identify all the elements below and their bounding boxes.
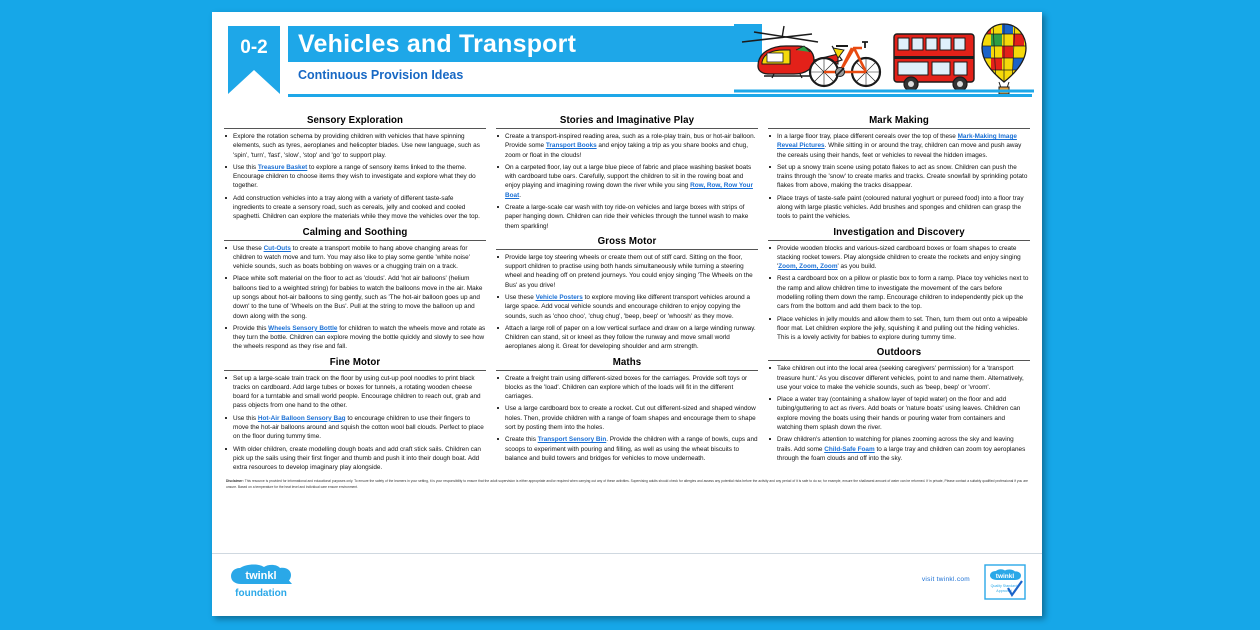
idea-list — [768, 132, 1030, 222]
idea-item — [496, 324, 758, 352]
section-divider — [496, 128, 758, 129]
idea-list — [224, 374, 486, 473]
idea-item — [224, 324, 486, 352]
idea-text: for children to watch the wheels move and rotate as they turn the bottle. Children can explore moving the bottle quickly and slowly to see how the wheels respond as they rise and fall. — [233, 324, 486, 351]
ideas-column — [224, 110, 486, 475]
idea-text: Create a freight train using different-sized boxes for the carriages. Provide soft toys or blocks as the 'load'. Children can explore which of the loads will fit in the different carriages. — [505, 374, 748, 401]
resource-link[interactable]: Cut-Outs — [263, 244, 291, 252]
resource-link[interactable]: Transport Books — [545, 142, 597, 150]
resource-link[interactable]: Row, Row, Row Your Boat — [505, 182, 753, 199]
idea-list — [768, 244, 1030, 343]
section-title: Investigation and Discovery — [833, 226, 965, 238]
idea-text: Provide large toy steering wheels or create them out of stiff card. Sitting on the floor, support children to practise using both hands simultaneously while turning a steering wheel and heading off on pretend journeys. You could enjoy singing 'The Wheels on the Bus' as you drive! — [505, 253, 753, 289]
section-title: Calming and Soothing — [302, 226, 408, 238]
page-footer — [212, 553, 1042, 616]
idea-text: Create a transport-inspired reading area, such as a role-play train, bus or hot-air balloon. Provide some — [505, 133, 756, 150]
section-divider — [496, 370, 758, 371]
twinkl-quality-badge — [984, 564, 1026, 600]
idea-item — [768, 435, 1030, 463]
idea-text: Explore the rotation schema by providing children with vehicles that have spinning elements, such as tyres, aeroplanes and helicopter blades. Use new language, such as 'spin', 'turn', 'fast', 'slow', 'stop' and 'go' to support play. — [233, 133, 480, 159]
idea-text: . Provide the children with a range of bowls, cups and scoops to experiment with pouring and filling, as well as using the wheat biscuits to balance and build towers and bridges for vehicles to move underneath. — [505, 436, 758, 462]
section-divider — [224, 128, 486, 129]
resource-link[interactable]: Transport Sensory Bin — [537, 436, 607, 444]
idea-text: Provide wooden blocks and various-sized cardboard boxes or foam shapes to create stacking rocket towers. Play alongside children to create the rockets and enjoy singing ' — [777, 244, 1021, 271]
section-title: Fine Motor — [329, 356, 381, 368]
idea-list — [496, 374, 758, 464]
resource-link[interactable]: Mark-Making Image Reveal Pictures — [777, 133, 1017, 150]
idea-item — [768, 194, 1030, 222]
idea-item — [768, 274, 1030, 311]
idea-list — [768, 364, 1030, 463]
resource-link[interactable]: Child-Safe Foam — [824, 445, 875, 453]
section-divider — [496, 249, 758, 250]
idea-item — [224, 163, 486, 191]
idea-text: On a carpeted floor, lay out a large blue piece of fabric and place washing basket boats with cardboard tube oars. Carefully, support the children to sit in the rowing boat and enjoy playing and imagining rowing down the river while you sing — [505, 163, 752, 190]
idea-item — [224, 132, 486, 160]
idea-text: Take children out into the local area (seeking caregivers' permission) for a 'transport treasure hunt.' As you discover different vehicles, point to and name them. Alternatively, use your voice to make the vehicle sounds, such as 'beep, beep' or 'vroom'. — [777, 365, 1024, 391]
idea-text: Draw children's attention to watching for planes zooming across the sky and leaving trails. Add some — [777, 436, 1014, 453]
idea-item — [496, 253, 758, 290]
disclaimer-text: This resource is provided for informational and educational purposes only. To ensure the safety of the learners in your setting, it is your responsibility to ensure that the adult supervision is either appropriate and/or required when carrying out any of these activities. Supervising adults should check for allergies and assess any potential risks before the activity and any period of it is safe to do so; for example, ensure the shallowest amount of water can be reformed. If in private, Please contact a suitably qualified professional if you are unsure. Based on a temperature for the heat level and individual care ensure environment. — [226, 479, 1028, 489]
idea-text: Rest a cardboard box on a pillow or plastic box to form a ramp. Place toy vehicles next to the ramp and allow children time to investigate the movement of the cars before modelling rolling them down the ramp. Encourage children to independently pick up the cars from the bottom and add them back to the top. — [777, 275, 1029, 311]
section-divider — [768, 128, 1030, 129]
disclaimer — [212, 475, 1042, 490]
header-illustrations — [734, 20, 1034, 94]
section-title: Gross Motor — [597, 235, 657, 247]
section-title: Maths — [612, 356, 642, 368]
idea-text: ' as you build. — [837, 263, 877, 271]
idea-text: to explore a range of sensory items linked to the theme. Encourage children to choose items they wish to investigate and explore what they do together. — [233, 163, 476, 190]
foundation-wordmark: foundation — [235, 588, 287, 599]
double-decker-bus-icon — [894, 34, 974, 91]
idea-text: Set up a large-scale train track on the floor by using cut-up pool noodles to print black tracks on cardboard. Add large tubes or boxes for tunnels, a rotating wooden cheese board for a turntable and small world people. Encourage children to reach out, grab and pass objects from one hand to the other. — [233, 374, 481, 410]
idea-item — [224, 194, 486, 222]
idea-text: to encourage children to use their fingers to move the hot-air balloons around and squish the cotton wool ball clouds. Perfect to place on the floor during tummy time. — [233, 414, 484, 441]
idea-text: Use these — [505, 293, 536, 301]
idea-text: Place a water tray (containing a shallow layer of tepid water) on the floor and add tubing/guttering to act as rivers. Add boats or 'nature boats' using leaves. Children can explore moving the boats using their hands or pouring water from containers and watching them splash down the river. — [777, 396, 1021, 432]
idea-item — [768, 163, 1030, 191]
resource-link[interactable]: Vehicle Posters — [535, 293, 583, 301]
ideas-column — [768, 110, 1030, 475]
bicycle-icon — [810, 42, 880, 86]
idea-text: In a large floor tray, place different cereals over the top of these — [777, 133, 958, 140]
idea-text: Provide this — [233, 324, 269, 332]
idea-text: With older children, create modelling dough boats and add craft stick sails. Children can pick up the sails using their first finger and thumb and push it into their dough boat. Add extra resources to develop imaginary play alongside. — [233, 445, 481, 472]
idea-text: Create this — [505, 436, 538, 444]
idea-text: Add construction vehicles into a tray along with a variety of different taste-safe ingredients to create a sensory road, such as cereals, jelly and cooked and cooled spaghetti. Children can explore the materials while they move the vehicles over the top. — [233, 194, 480, 221]
disclaimer-label: Disclaimer: — [226, 479, 244, 484]
idea-text: Use this — [233, 163, 258, 171]
worksheet-page — [212, 12, 1042, 616]
idea-text: . — [519, 191, 521, 199]
visit-link[interactable]: visit twinkl.com — [921, 576, 970, 583]
idea-text: and enjoy taking a trip as you share books and chug, zoom or float in the clouds! — [505, 142, 748, 159]
idea-item — [224, 244, 486, 272]
idea-item — [496, 435, 758, 463]
section-divider — [224, 370, 486, 371]
twinkl-foundation-logo[interactable] — [230, 564, 296, 600]
resource-link[interactable]: Wheels Sensory Bottle — [268, 324, 338, 332]
svg-text:twinkl: twinkl — [995, 573, 1015, 580]
idea-item — [224, 445, 486, 473]
section-title: Sensory Exploration — [306, 115, 404, 126]
idea-list — [496, 253, 758, 352]
idea-item — [768, 315, 1030, 343]
idea-list — [224, 132, 486, 222]
page-title: Vehicles and Transport — [288, 26, 762, 62]
idea-item — [496, 293, 758, 321]
idea-list — [496, 132, 758, 231]
idea-text: to create a transport mobile to hang above changing areas for children to watch move and turn. You may also like to play some gentle 'white noise' vehicle sounds, such as boats bobbing on waves or a chugging train on a track. — [233, 244, 470, 271]
section-divider — [224, 240, 486, 241]
idea-text: . While sitting in or around the tray, children can move and push away the cereals using their hands, feet or vehicles to reveal the hidden images. — [777, 142, 1022, 159]
idea-item — [224, 374, 486, 411]
section-divider — [768, 360, 1030, 361]
section-title: Mark Making — [869, 115, 929, 126]
idea-item — [496, 203, 758, 231]
resource-link[interactable]: Treasure Basket — [257, 163, 308, 171]
idea-text: to explore moving like different transport vehicles around a large space. Add vocal vehicle sounds and encourage children to enjoy copying the sounds, such as 'choo choo', 'chug chug', 'beep, beep' or 'whoosh' as they move. — [505, 293, 751, 320]
idea-text: Place vehicles in jelly moulds and allow them to set. Then, turn them out onto a wipeable floor mat. Let children explore the jelly, squishing it and pulling out the hiding vehicles. This is a lovely activity for babies to explore during tummy time. — [777, 315, 1028, 342]
idea-text: Use this — [233, 414, 258, 422]
idea-text: Set up a snowy train scene using potato flakes to act as snow. Children can push the trains through the 'snow' to create marks and tracks. Create snowfall by sprinkling potato flakes from above, making the tracks disappear. — [777, 163, 1028, 190]
page-subtitle: Continuous Provision Ideas — [298, 68, 464, 82]
section-title: Stories and Imaginative Play — [559, 115, 695, 126]
idea-item — [224, 274, 486, 320]
svg-text:Quality Standard: Quality Standard — [990, 584, 1018, 588]
ideas-column — [496, 110, 758, 475]
idea-item — [496, 132, 758, 160]
idea-text: Use a large cardboard box to create a rocket. Cut out different-sized and shaped window holes. Then, provide children with a range of foam shapes and encourage them to shape sort by posting them into the holes. — [505, 405, 756, 432]
age-badge-point — [228, 70, 280, 94]
header-divider — [288, 94, 1032, 97]
page-header — [212, 12, 1042, 110]
section-divider — [768, 240, 1030, 241]
age-range-badge: 0-2 — [228, 26, 280, 70]
idea-item — [768, 364, 1030, 392]
idea-item — [496, 404, 758, 432]
resource-link[interactable]: Zoom, Zoom, Zoom — [778, 263, 838, 271]
section-title: Outdoors — [876, 347, 922, 359]
svg-text:Approved: Approved — [996, 589, 1012, 593]
idea-text: Place trays of taste-safe paint (coloured natural yoghurt or pureed food) into a floor tray along with large plastic vehicles. Add brushes and sponges and children can grasp the tools to paint the vehicles. — [777, 194, 1024, 221]
idea-list — [224, 244, 486, 352]
idea-item — [768, 132, 1030, 160]
idea-item — [768, 244, 1030, 272]
idea-text: to a large tray and children can zoom toy aeroplanes through the foam clouds and off into the sky. — [777, 445, 1026, 462]
idea-text: Attach a large roll of paper on a low vertical surface and draw on a large winding runway. Children can stand, sit or kneel as they follow the runway and move small world aeroplanes along it. Great for developing shoulder and arm strength. — [505, 324, 756, 351]
provision-ideas-grid — [212, 110, 1042, 475]
resource-link[interactable]: Hot-Air Balloon Sensory Bag — [257, 414, 346, 422]
idea-text: Place white soft material on the floor to act as 'clouds'. Add 'hot air balloons' (helium balloons tied to a weighted string) for babies to watch the balloons move in the air. Make up songs about hot-air balloons to sing gently, such as 'The hot-air balloon goes up and down' to the tune of 'Wheels on the Bus'. Pull at the string to move the balloon up and down along with the song. — [233, 275, 483, 320]
idea-item — [224, 414, 486, 442]
idea-text: Use these — [233, 244, 264, 252]
idea-item — [496, 374, 758, 402]
twinkl-wordmark: twinkl — [245, 570, 277, 582]
idea-item — [496, 163, 758, 200]
hot-air-balloon-icon — [980, 22, 1034, 94]
idea-item — [768, 395, 1030, 432]
idea-text: Create a large-scale car wash with toy ride-on vehicles and large boxes with strips of paper hanging down. Children can ride their vehicles through the tunnel wash to make them sparkling! — [505, 203, 749, 230]
